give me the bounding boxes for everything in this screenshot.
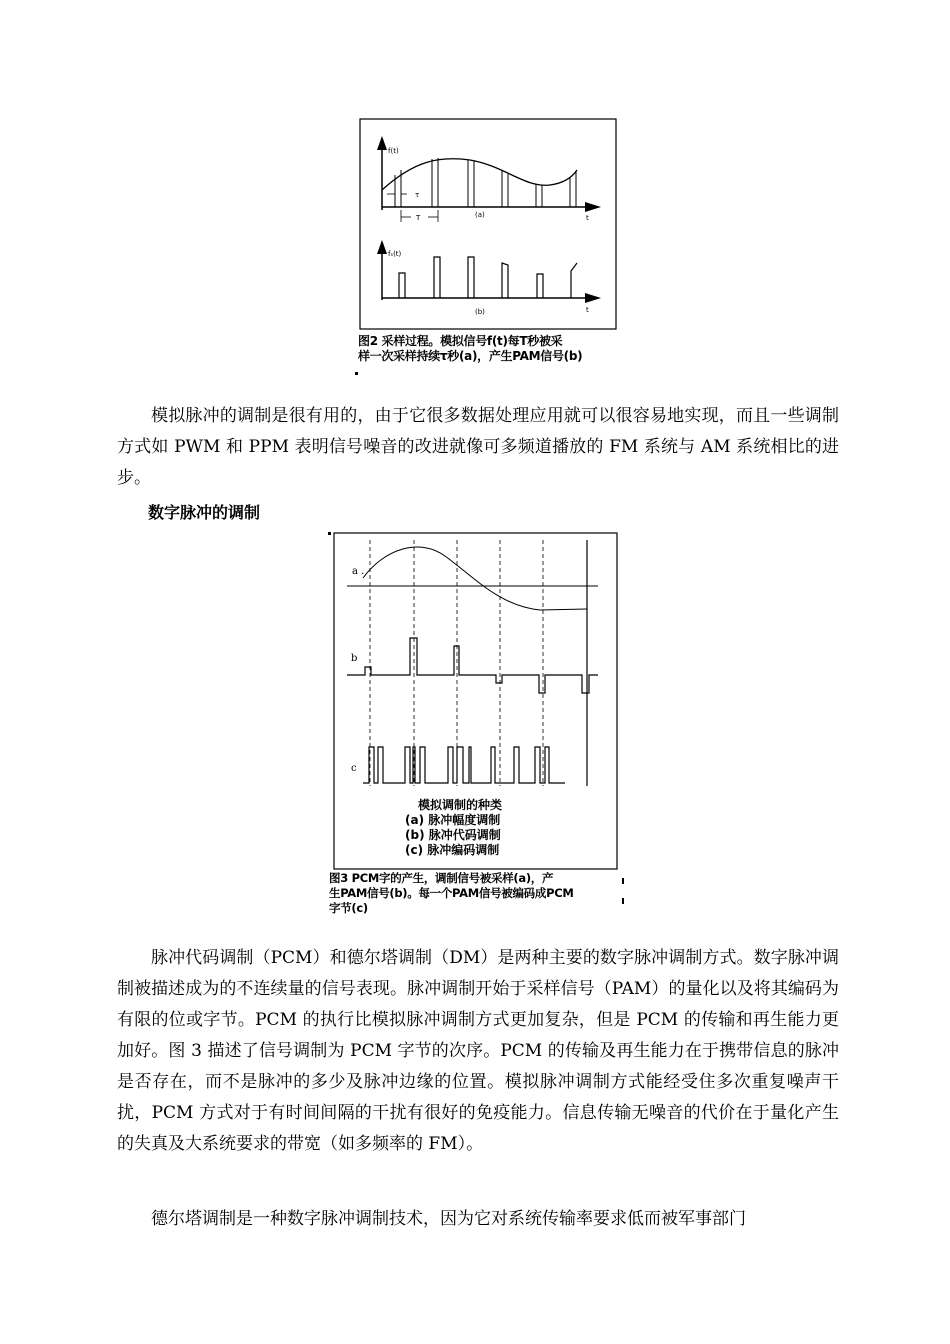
part-a-label: (a) <box>475 211 485 219</box>
fig3-label-b: b <box>351 653 358 664</box>
figure-3-legend <box>405 798 555 858</box>
analog-signal-curve <box>382 159 577 190</box>
T-label: T <box>416 214 421 222</box>
axis-b-arrow-up <box>377 240 387 254</box>
axis-a-arrow-right <box>585 202 601 212</box>
figure-3-caption-line2: 生PAM信号(b)。每一个PAM信号被编码成PCM <box>329 886 574 900</box>
axis-b-label: fₛ(t) <box>388 250 402 258</box>
figure-3-caption-line3: 字节(c) <box>329 901 368 915</box>
figure-2-caption-line1: 图2 采样过程。模拟信号f(t)每T秒被采 <box>358 334 563 348</box>
tau-label: τ <box>415 191 420 199</box>
pam-pulses <box>399 257 577 298</box>
fig3-label-a: a . <box>352 566 365 577</box>
section-heading: 数字脉冲的调制 <box>148 503 261 522</box>
paragraph-3: 德尔塔调制是一种数字脉冲调制技术，因为它对系统传输率要求低而被军事部门 <box>151 1209 746 1229</box>
fig3-label-c: c <box>351 763 357 774</box>
legend-title: 模拟调制的种类 <box>417 798 502 812</box>
paragraph-2: 脉冲代码调制（PCM）和德尔塔调制（DM）是两种主要的数字脉冲调制方式。数字脉冲调制被描述成为的不连续量的信号表现。脉冲调制开始于采样信号（PAM）的量化以及将其编码为有限的位或字节。PCM 的执行比模拟脉冲调制方式更加复杂，但是 PCM 的传输和再生能力更加好。图 3 描述了信号调制为 PCM 字节的次序。PCM 的传输及再生能力在于携带信息的脉冲是否存在，而不是脉冲的多少及脉冲边缘的位置。模拟脉冲调制方式能经受住多次重复噪声干扰，PCM 方式对于有时间间隔的干扰有很好的免疫能力。信息传输无噪音的代价在于量化产生的失真及大系统要求的带宽（如多频率的 FM）。 <box>117 948 839 1154</box>
figure-3-diagram <box>325 528 630 920</box>
legend-item-a: (a) 脉冲幅度调制 <box>405 813 501 827</box>
legend-item-c: (c) 脉冲编码调制 <box>405 843 500 857</box>
stray-dot <box>355 372 358 375</box>
figure-3-pcm <box>325 528 630 920</box>
figure-3-caption <box>329 871 619 916</box>
t-label-a: t <box>586 214 589 222</box>
axis-a-label: f(t) <box>388 147 399 155</box>
modulating-signal-curve <box>363 547 587 610</box>
part-b-label: (b) <box>475 308 485 316</box>
paragraph-1: 模拟脉冲的调制是很有用的，由于它很多数据处理应用就可以很容易地实现，而且一些调制方式如 PWM 和 PPM 表明信号噪音的改进就像可多频道播放的 FM 系统与 AM 系统相比的进步。 <box>117 406 839 488</box>
figure-3-caption-line1: 图3 PCM字的产生，调制信号被采样(a)，产 <box>329 871 554 885</box>
pcm-pulse-train <box>363 747 565 783</box>
axis-b-arrow-right <box>585 293 601 303</box>
figure-2-caption-line2: 样一次采样持续τ秒(a)，产生PAM信号(b) <box>358 349 583 363</box>
pam-signal <box>347 638 598 693</box>
figure-2-caption <box>358 334 622 364</box>
legend-item-b: (b) 脉冲代码调制 <box>405 828 501 842</box>
axis-a-arrow-up <box>377 136 387 150</box>
t-label-b: t <box>586 306 589 314</box>
sample-lines <box>395 158 576 207</box>
